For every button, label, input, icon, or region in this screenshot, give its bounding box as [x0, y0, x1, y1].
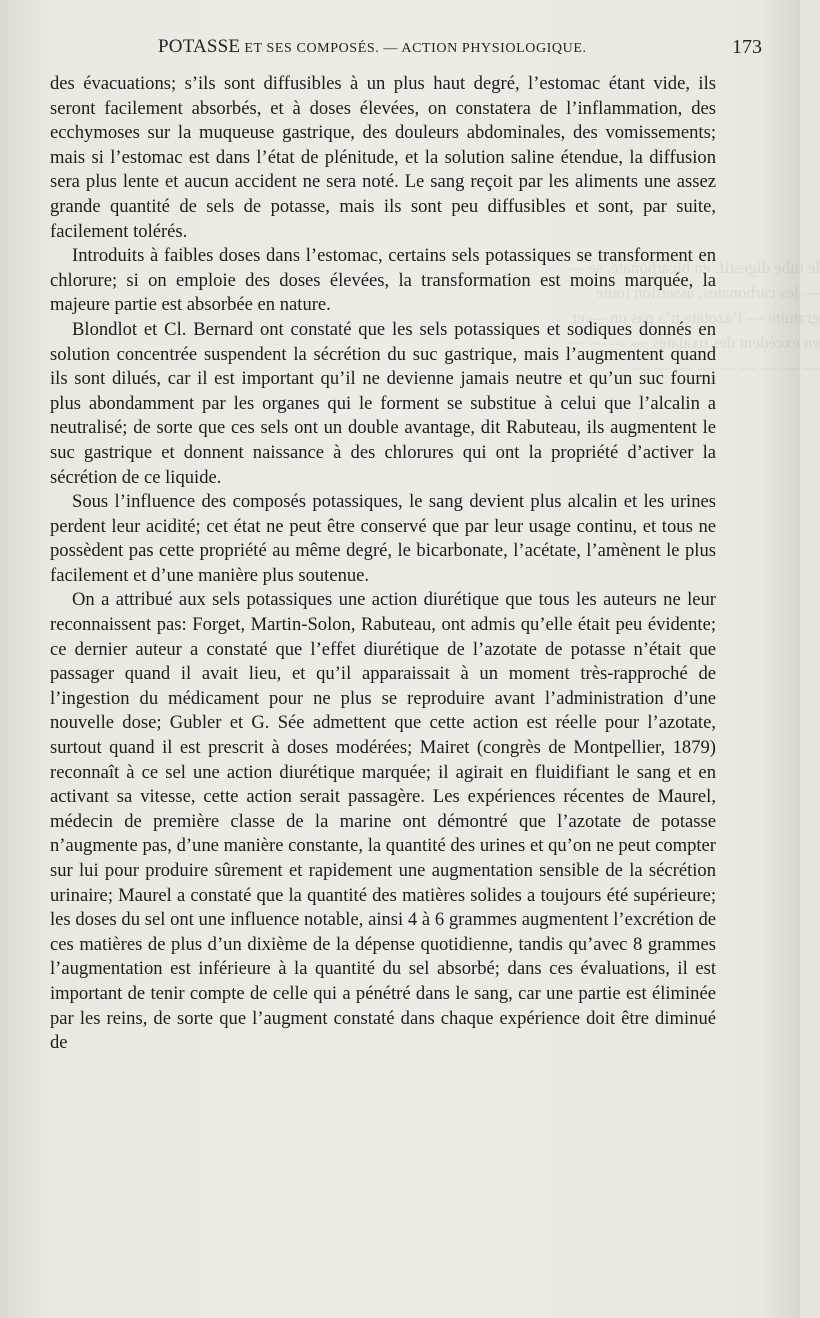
paragraph-influence: Sous l’influence des composés potassiques, le sang devient plus alcalin et les urines perdent leur acidité; cet état ne peut être conservé que par leur usage continu, et tous ne possèdent pas cette propriété au même degré, le bicarbonate, l’acétate, l’amènent le plus facilement et d’une manière plus soutenue. [50, 491, 716, 586]
paragraph-continued: des évacuations; s’ils sont diffusibles à un plus haut degré, l’estomac étant vide, ils seront facilement absorbés, et à doses élevées, on constatera de l’inflammation, des ecchymoses sur la muqueuse gastrique, des douleurs abdominales, des vomissements; mais si l’estomac est dans l’état de plénitude, et la solution saline étendue, la diffusion sera plus lente et aucun accident ne sera noté. Le sang reçoit par les aliments une assez grande quantité de sels de potasse, mais ils sont peu diffusibles et sont, par suite, facilement tolérés. [50, 73, 716, 242]
running-title-rest: ET SES COMPOSÉS. — ACTION PHYSIOLOGIQUE. [240, 41, 587, 56]
page-number: 173 [732, 36, 762, 58]
running-header [50, 28, 790, 68]
running-title [158, 36, 587, 58]
body-text [50, 72, 716, 1056]
running-title-main: POTASSE [158, 36, 241, 57]
paragraph-introduits: Introduits à faibles doses dans l’estomac, certains sels potassiques se transforment en chlorure; si on emploie des doses élevées, la transformation est moins marquée, la majeure partie est absorbée en nature. [50, 245, 716, 316]
paragraph-blondlot: Blondlot et Cl. Bernard ont constaté que les sels potassiques et sodiques donnés en solution concentrée suspendent la sécrétion du suc gastrique, mais l’augmentent quand ils sont dilués, car il est important qu’il ne devienne jamais neutre et qu’un suc fourni plus abondamment par les organes qui le forment se substitue à celui que l’alcalin a neutralisé; de sorte que ces sels ont un double avantage, dit Rabuteau, ils augmentent le suc gastrique et donnent naissance à des chlorures qui ont la propriété d’activer la sécrétion de ce liquide. [50, 318, 716, 488]
paragraph-diuretique: On a attribué aux sels potassiques une action diurétique que tous les auteurs ne leur reconnaissent pas: Forget, Martin-Solon, Rabuteau, ont admis qu’elle était peu évidente; ce dernier auteur a constaté que l’effet diurétique de l’azotate de potasse n’était que passager quand il avait lieu, et qu’il apparaissait à un moment très-rapproché de l’ingestion du médicament pour ne plus se reproduire avant l’administration d’une nouvelle dose; Gubler et G. Sée admettent que cette action est réelle pour l’azotate, surtout quand il est prescrit à doses modérées; Mairet (congrès de Montpellier, 1879) reconnaît à ce sel une action diurétique marquée; il agirait en fluidifiant le sang et en activant sa vitesse, cette action serait passagère. Les expériences récentes de Maurel, médecin de première classe de la marine ont démontré que l’azotate de potasse n’augmente pas, d’une manière constante, la quantité des urines et qu’on ne peut compter sur lui pour produire sûrement et rapidement une augmentation sensible de la sécrétion urinaire; Maurel a constaté que la quantité des matières solides a toujours été supérieure; les doses du sel ont une influence notable, ainsi 4 à 6 grammes augmentent l’excrétion de ces matières de plus d’un dixième de la dépense quotidienne, tandis qu’avec 8 grammes l’augmentation est inférieure à la quantité du sel absorbé; dans ces évaluations, il est important de tenir compte de celle qui a pénétré dans le sang, car une partie est éliminée par les reins, de sorte que l’augment constaté dans chaque expérience doit être diminué de [50, 589, 716, 1054]
show-through-texture: le tube digestif, en bicarbonate, se — — les carbonates, assertion toute gratuite — l’azotate n’a pas un — et en excédent des oxalates — — — — — — — — — — — — — [566, 258, 820, 377]
